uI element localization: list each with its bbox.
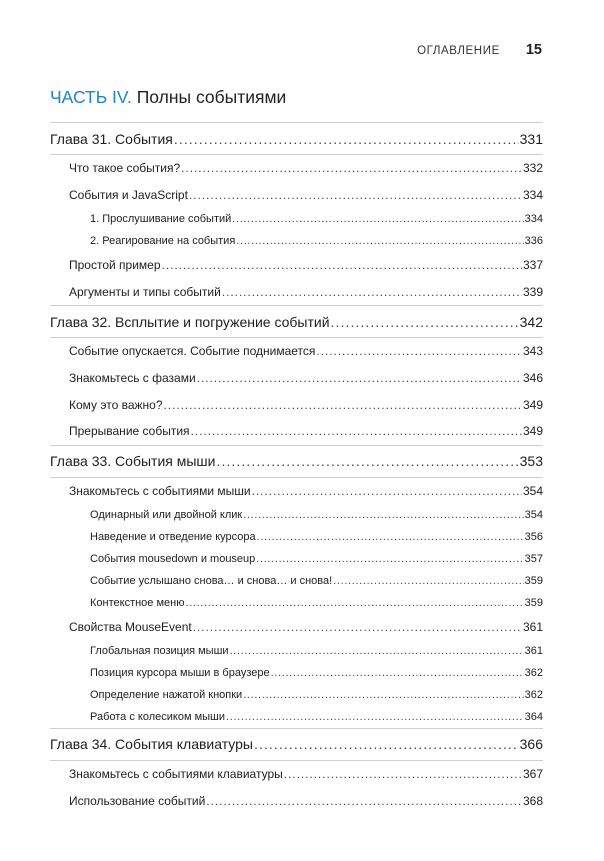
dot-leader xyxy=(226,711,524,723)
dot-leader xyxy=(189,188,522,202)
toc-section[interactable] xyxy=(50,279,543,306)
toc-entry-page: 368 xyxy=(522,793,543,808)
toc-entry-title: Событие услышано снова… и снова… и снова! xyxy=(90,574,333,587)
dot-leader xyxy=(252,484,522,498)
toc-entry-title: Контекстное меню xyxy=(90,596,185,609)
toc-entry-title: Глава 31. События xyxy=(50,130,173,147)
toc-entry-title: События и JavaScript xyxy=(69,187,188,202)
dot-leader xyxy=(257,531,524,543)
toc-section[interactable] xyxy=(50,365,543,392)
toc-entry-page: 331 xyxy=(519,130,543,147)
toc-section[interactable] xyxy=(50,391,543,418)
toc-entry-title: Глава 32. Всплытие и погружение событий xyxy=(50,313,330,330)
toc-entry-title: 1. Прослушивание событий xyxy=(90,213,232,226)
toc-entry-title: Использование событий xyxy=(69,793,206,808)
toc-subsection[interactable] xyxy=(50,548,543,570)
toc-entry-page: 361 xyxy=(524,645,543,658)
toc-entry-title: Событие опускается. Событие поднимается xyxy=(69,344,316,359)
toc-subsection[interactable] xyxy=(50,640,543,662)
toc-entry-page: 349 xyxy=(522,424,543,439)
part-name: Полны событиями xyxy=(136,87,287,107)
toc-subsection[interactable] xyxy=(50,684,543,706)
toc-subsection[interactable] xyxy=(50,504,543,526)
toc-entry-page: 364 xyxy=(524,710,543,723)
toc-subsection[interactable] xyxy=(50,662,543,684)
toc-section[interactable] xyxy=(50,787,543,814)
toc-entry-title: Одинарный или двойной клик xyxy=(90,509,243,522)
toc-chapter[interactable] xyxy=(50,446,543,477)
toc-entry-page: 334 xyxy=(522,187,543,202)
page-number: 15 xyxy=(525,42,542,58)
toc-entry-title: Что такое события? xyxy=(69,161,181,176)
dot-leader xyxy=(243,689,523,701)
dot-leader xyxy=(185,597,523,609)
toc-entry-page: 337 xyxy=(522,258,543,273)
dot-leader xyxy=(230,645,524,657)
toc-entry-page: 336 xyxy=(524,235,543,248)
toc-entry-page: 359 xyxy=(524,596,543,609)
toc-entry-title: Глава 33. События мыши xyxy=(50,453,216,470)
dot-leader xyxy=(222,285,522,299)
toc-section[interactable] xyxy=(50,761,543,788)
toc-entry-page: 366 xyxy=(519,736,543,753)
running-header-title: ОГЛАВЛЕНИЕ xyxy=(417,45,500,57)
toc-section[interactable] xyxy=(50,478,543,505)
running-header xyxy=(417,42,542,58)
dot-leader xyxy=(271,667,524,679)
toc-subsection[interactable] xyxy=(50,208,543,230)
part-title xyxy=(50,87,286,108)
dot-leader xyxy=(181,161,522,175)
dot-leader xyxy=(174,131,519,147)
toc-section[interactable] xyxy=(50,182,543,209)
toc-entry-title: Кому это важно? xyxy=(69,397,163,412)
toc-entry-title: Работа с колесиком мыши xyxy=(90,710,226,723)
dot-leader xyxy=(331,314,519,330)
toc-subsection[interactable] xyxy=(50,230,543,252)
toc-entry-title: Знакомьтесь с событиями клавиатуры xyxy=(69,767,283,782)
toc-entry-title: Прерывание события xyxy=(69,424,190,439)
toc-entry-title: Наведение и отведение курсора xyxy=(90,530,256,543)
toc-entry-title: Свойства MouseEvent xyxy=(69,619,192,634)
dot-leader xyxy=(236,235,523,247)
dot-leader xyxy=(333,575,523,587)
toc-entry-page: 361 xyxy=(522,619,543,634)
toc-entry-title: Глобальная позиция мыши xyxy=(90,645,229,658)
toc-chapter[interactable] xyxy=(50,123,543,154)
toc-section[interactable] xyxy=(50,418,543,445)
toc-section[interactable] xyxy=(50,252,543,279)
dot-leader xyxy=(193,620,522,634)
toc-entry-page: 367 xyxy=(522,767,543,782)
dot-leader xyxy=(197,371,522,385)
toc-entry-page: 349 xyxy=(522,397,543,412)
toc-chapter[interactable] xyxy=(50,306,543,337)
toc-subsection[interactable] xyxy=(50,706,543,728)
toc-entry-page: 356 xyxy=(524,530,543,543)
toc-entry-page: 353 xyxy=(519,453,543,470)
toc-section[interactable] xyxy=(50,338,543,365)
dot-leader xyxy=(162,258,522,272)
dot-leader xyxy=(316,344,522,358)
toc-subsection[interactable] xyxy=(50,592,543,614)
toc-entry-page: 339 xyxy=(522,284,543,299)
toc-entry-page: 342 xyxy=(519,313,543,330)
table-of-contents xyxy=(50,122,543,814)
toc-entry-title: Определение нажатой кнопки xyxy=(90,688,243,701)
dot-leader xyxy=(164,398,522,412)
toc-subsection[interactable] xyxy=(50,570,543,592)
toc-section[interactable] xyxy=(50,155,543,182)
toc-entry-title: Позиция курсора мыши в браузере xyxy=(90,667,270,679)
toc-entry-title: 2. Реагирование на события xyxy=(90,235,236,248)
dot-leader xyxy=(232,213,523,225)
dot-leader xyxy=(191,424,522,438)
toc-section[interactable] xyxy=(50,614,543,641)
dot-leader xyxy=(206,794,522,808)
toc-entry-title: Знакомьтесь с событиями мыши xyxy=(69,483,251,498)
toc-entry-page: 343 xyxy=(522,344,543,359)
toc-entry-page: 354 xyxy=(524,509,543,522)
dot-leader xyxy=(216,453,518,469)
toc-entry-page: 359 xyxy=(524,574,543,587)
toc-entry-page: 357 xyxy=(524,552,543,565)
toc-entry-page: 334 xyxy=(524,213,543,226)
dot-leader xyxy=(256,553,523,565)
toc-entry-page: 362 xyxy=(524,667,543,679)
toc-entry-title: Простой пример xyxy=(69,258,161,273)
toc-entry-title: Глава 34. События клавиатуры xyxy=(50,736,253,753)
toc-entry-title: События mousedown и mouseup xyxy=(90,552,256,565)
dot-leader xyxy=(243,509,523,521)
toc-entry-page: 362 xyxy=(524,688,543,701)
toc-entry-title: Аргументы и типы событий xyxy=(69,284,221,299)
dot-leader xyxy=(254,736,519,752)
toc-entry-title: Знакомьтесь с фазами xyxy=(69,371,196,386)
toc-subsection[interactable] xyxy=(50,526,543,548)
toc-entry-page: 354 xyxy=(522,483,543,498)
toc-chapter[interactable] xyxy=(50,729,543,760)
part-label: ЧАСТЬ IV. xyxy=(50,87,132,107)
dot-leader xyxy=(284,767,522,781)
toc-entry-page: 332 xyxy=(522,161,543,176)
toc-entry-page: 346 xyxy=(522,371,543,386)
